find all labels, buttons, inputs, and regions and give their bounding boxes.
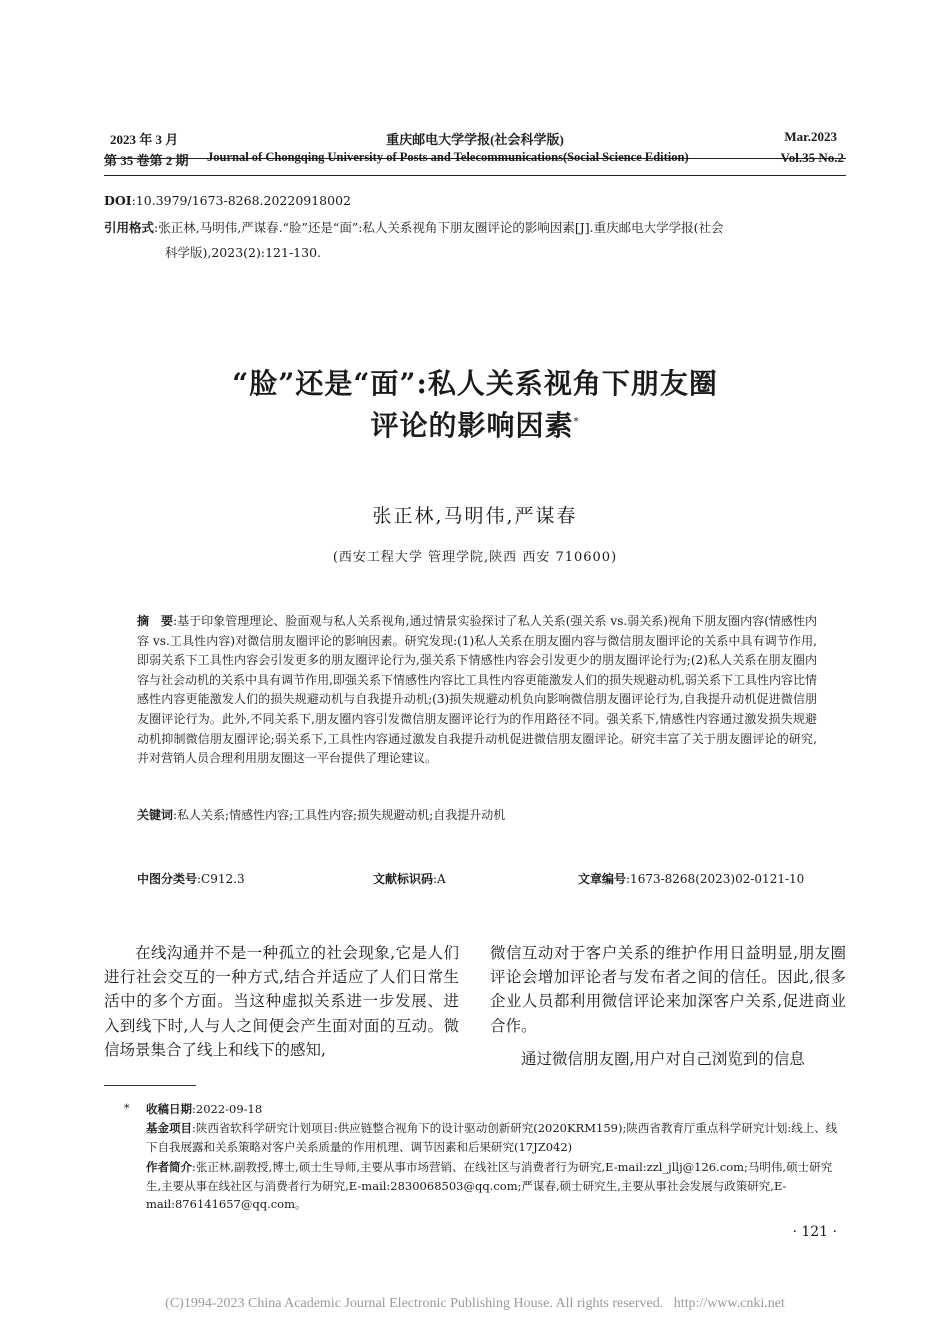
footnote-rule bbox=[104, 1085, 196, 1086]
citation-line-1: 引用格式:张正林,马明伟,严谋春.“脸”还是“面”:私人关系视角下朋友圈评论的影响因素[J].重庆邮电大学学报(社会 bbox=[104, 220, 724, 235]
paper-title-line-2: 评论的影响因素* bbox=[370, 409, 580, 442]
clc-number: 中图分类号:C912.3 bbox=[137, 872, 245, 886]
body-right-paragraph-2: 通过微信朋友圈,用户对自己浏览到的信息 bbox=[521, 1050, 805, 1068]
citation-line-2: 科学版),2023(2):121-130. bbox=[165, 245, 321, 260]
page-number: · 121 · bbox=[792, 1224, 837, 1240]
footnote-star: * bbox=[124, 1102, 130, 1115]
header-volume: 第 35 卷第 2 期 bbox=[104, 153, 189, 168]
article-number: 文章编号:1673-8268(2023)02-0121-10 bbox=[578, 872, 805, 886]
document-code: 文献标识码:A bbox=[373, 872, 446, 886]
keywords: 关键词:私人关系;情感性内容;工具性内容;损失规避动机;自我提升动机 bbox=[137, 808, 506, 822]
header-date: 2023 年 3 月 bbox=[110, 132, 179, 147]
doi: DOI:10.3979/1673-8268.20220918002 bbox=[104, 193, 351, 208]
fund-project: 基金项目:陕西省软科学研究计划项目:供应链整合视角下的设计驱动创新研究(2020KRM159);陕西省教育厅重点科学研究计划:线上、线下自我展露和关系策略对客户关系质量的作用机理、调节因素和后果研究(17JZ042) bbox=[146, 1121, 838, 1154]
header-volume-en: Vol.35 No.2 bbox=[780, 150, 844, 165]
title-footnote-marker: * bbox=[573, 416, 580, 428]
received-date: 收稿日期:2022-09-18 bbox=[146, 1102, 263, 1116]
header-rule-bottom bbox=[104, 175, 846, 176]
header-journal-cn: 重庆邮电大学学报(社会科学版) bbox=[386, 132, 564, 147]
body-right-paragraph-1: 微信互动对于客户关系的维护作用日益明显,朋友圈评论会增加评论者与发布者之间的信任。因此,很多企业人员都利用微信评论来加深客户关系,促进商业合作。 bbox=[490, 944, 846, 1035]
affiliation: (西安工程大学 管理学院,陕西 西安 710600) bbox=[332, 550, 618, 565]
abstract: 摘 要:基于印象管理理论、脸面观与私人关系视角,通过情景实验探讨了私人关系(强关系 vs.弱关系)视角下朋友圈内容(情感性内容 vs.工具性内容)对微信朋友圈评论的影响因素。研究发现:(1)私人关系在朋友圈内容与微信朋友圈评论的关系中具有调节作用,即弱关系下工具性内容会引发更多的朋友圈评论行为,强关系下情感性内容会引发更少的朋友圈评论行为;(2)私人关系在朋友圈内容与社会动机的关系中具有调节作用,即强关系下情感性内容比工具性内容更能激发人们的损失规避动机,弱关系下工具性内容比情感性内容更能激发人们的损失规避动机与自我提升动机;(3)损失规避动机负向影响微信朋友圈评论行为,自我提升动机促进微信朋友圈评论行为。此外,不同关系下,朋友圈内容引发微信朋友圈评论行为的作用路径不同。强关系下,情感性内容通过激发损失规避动机抑制微信朋友圈评论;弱关系下,工具性内容通过激发自我提升动机促进微信朋友圈评论。研究丰富了关于朋友圈评论的研究,并对营销人员合理利用朋友圈这一平台提供了理论建议。 bbox=[137, 614, 817, 766]
header-date-en: Mar.2023 bbox=[784, 129, 837, 144]
paper-title-line-1: “脸”还是“面”:私人关系视角下朋友圈 bbox=[232, 367, 718, 400]
authors: 张正林,马明伟,严谋春 bbox=[372, 505, 578, 527]
body-left-column: 在线沟通并不是一种孤立的社会现象,它是人们进行社会交互的一种方式,结合并适应了人们日常生活中的多个方面。当这种虚拟关系进一步发展、进入到线下时,人与人之间便会产生面对面的互动。微信场景集合了线上和线下的感知, bbox=[104, 944, 459, 1059]
cnki-url: http://www.cnki.net bbox=[673, 1296, 785, 1311]
header-journal-en: Journal of Chongqing University of Posts and Telecommunications(Social Science Edition) bbox=[207, 150, 689, 164]
author-bio: 作者简介:张正林,副教授,博士,硕士生导师,主要从事市场营销、在线社区与消费者行为研究,E-mail:zzl_jllj@126.com;马明伟,硕士研究生,主要从事在线社区与消费者行为研究,E-mail:2830068503@qq.com;严谋春,硕士研究生,主要从事社会发展与政策研究,E-mail:876141657@qq.com。 bbox=[146, 1160, 833, 1212]
copyright-footer: (C)1994-2023 China Academic Journal Electronic Publishing House. All rights reserved. http://www.cnki.net bbox=[165, 1296, 785, 1311]
